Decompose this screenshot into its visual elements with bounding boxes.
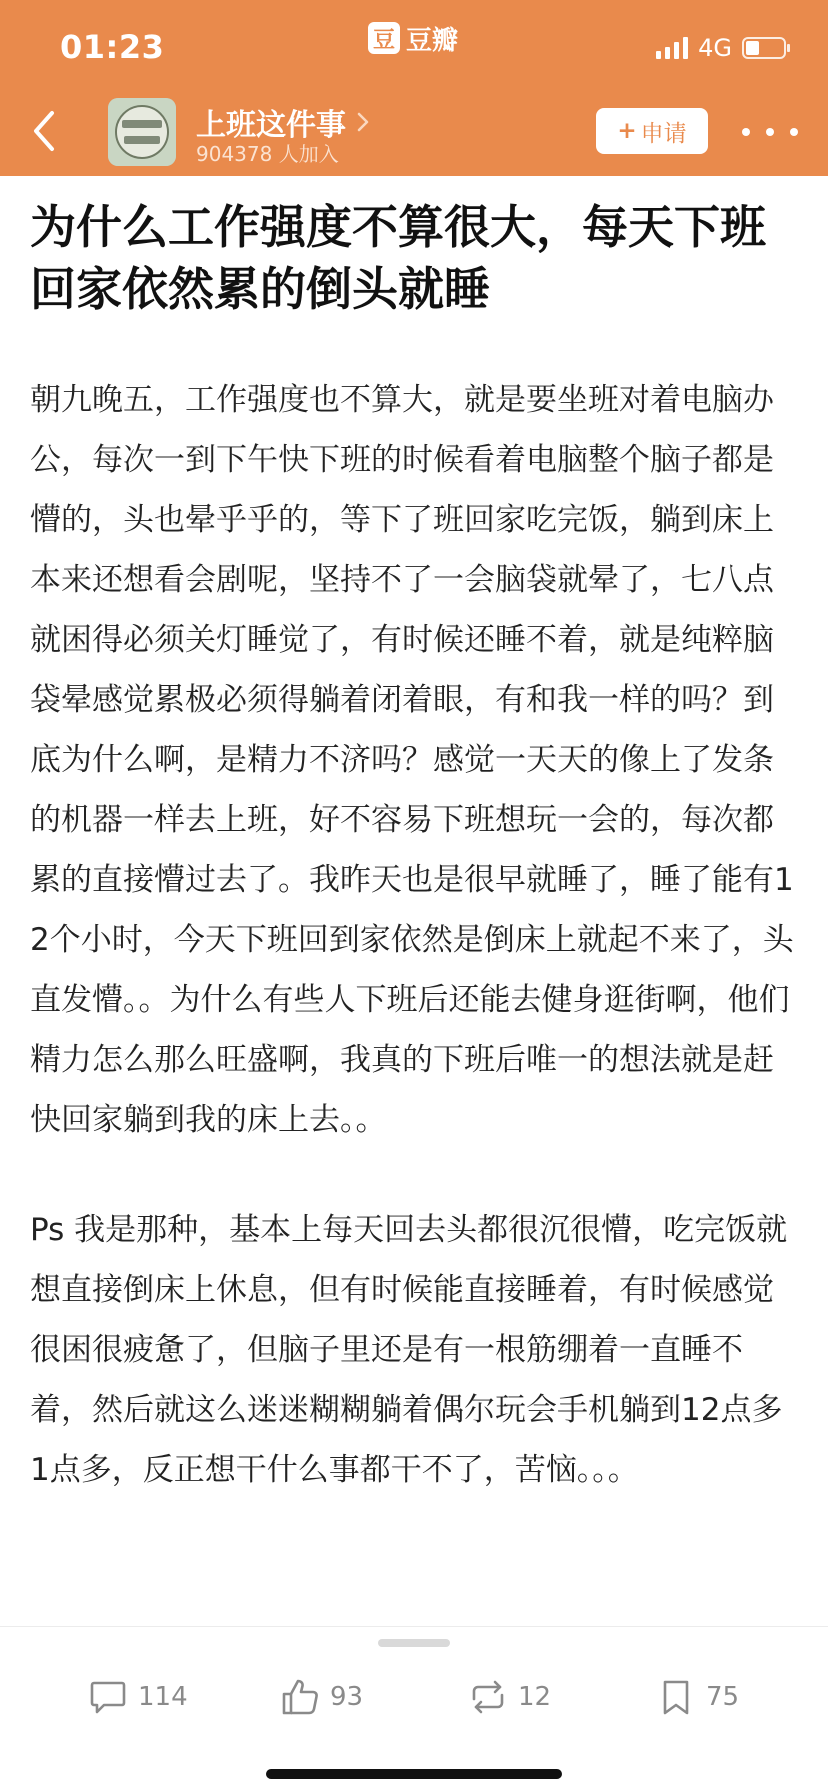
like-button[interactable] — [280, 1675, 363, 1719]
signal-icon — [656, 37, 690, 59]
group-members-count: 904378 人加入 — [196, 142, 339, 166]
reshare-button[interactable] — [468, 1675, 551, 1719]
comment-button[interactable] — [88, 1675, 188, 1719]
like-count: 93 — [330, 1682, 364, 1712]
comment-bubble-icon — [88, 1677, 128, 1717]
back-button[interactable] — [24, 106, 64, 156]
top-header — [0, 0, 828, 176]
repost-icon — [468, 1677, 508, 1717]
chevron-right-icon — [356, 111, 370, 133]
bookmark-icon — [656, 1677, 696, 1717]
status-time: 01:23 — [60, 28, 165, 66]
status-brand-label: 豆瓣 — [406, 25, 459, 56]
more-dot — [790, 128, 798, 136]
drag-handle[interactable] — [378, 1639, 450, 1647]
more-dots-icon[interactable] — [742, 118, 798, 146]
post-title: 为什么工作强度不算很大，每天下班回家依然累的倒头就睡 — [30, 200, 766, 316]
home-indicator[interactable] — [266, 1769, 562, 1779]
apply-button[interactable] — [596, 108, 708, 154]
reshare-count: 12 — [518, 1682, 552, 1712]
collect-count: 75 — [706, 1682, 740, 1712]
douban-logo-icon: 豆 — [368, 22, 400, 54]
status-indicators — [656, 34, 792, 62]
post-body — [30, 370, 800, 1500]
workaholic-logo-icon — [108, 98, 176, 166]
post-paragraph: 朝九晚五，工作强度也不算大，就是要坐班对着电脑办公，每次一到下午快下班的时候看着电脑整个脑子都是懵的，头也晕乎乎的，等下了班回家吃完饭，躺到床上本来还想看会剧呢，坚持不了一会脑袋就晕了，七八点就困得必须关灯睡觉了，有时候还睡不着，就是纯粹脑袋晕感觉累极必须得躺着闭着眼，有和我一样的吗？到底为什么啊，是精力不济吗？感觉一天天的像上了发条的机器一样去上班，好不容易下班想玩一会的，每次都累的直接懵过去了。我昨天也是很早就睡了，睡了能有12个小时，今天下班回到家依然是倒床上就起不来了，头直发懵。。为什么有些人下班后还能去健身逛街啊，他们精力怎么那么旺盛啊，我真的下班后唯一的想法就是赶快回家躺到我的床上去。。 — [30, 382, 794, 1138]
group-name: 上班这件事 — [196, 108, 346, 143]
post-paragraph: Ps 我是那种，基本上每天回去头都很沉很懵，吃完饭就想直接倒床上休息，但有时候能直接睡着，有时候感觉很困很疲惫了，但脑子里还是有一根筋绷着一直睡不着，然后就这么迷迷糊糊躺着偶尔玩会手机躺到12点多1点多，反正想干什么事都干不了，苦恼。。。 — [30, 1212, 788, 1488]
network-label: 4G — [698, 34, 732, 62]
thumbs-up-icon — [280, 1677, 320, 1717]
collect-button[interactable] — [656, 1675, 739, 1719]
more-dot — [766, 128, 774, 136]
status-brand — [368, 20, 458, 56]
plus-icon: + — [617, 118, 637, 144]
more-dot — [742, 128, 750, 136]
apply-button-label: 申请 — [640, 120, 687, 147]
comment-count: 114 — [138, 1682, 188, 1712]
group-avatar[interactable] — [108, 98, 176, 166]
action-bar — [0, 1626, 828, 1792]
chevron-left-icon — [32, 110, 56, 152]
battery-icon — [742, 36, 792, 60]
